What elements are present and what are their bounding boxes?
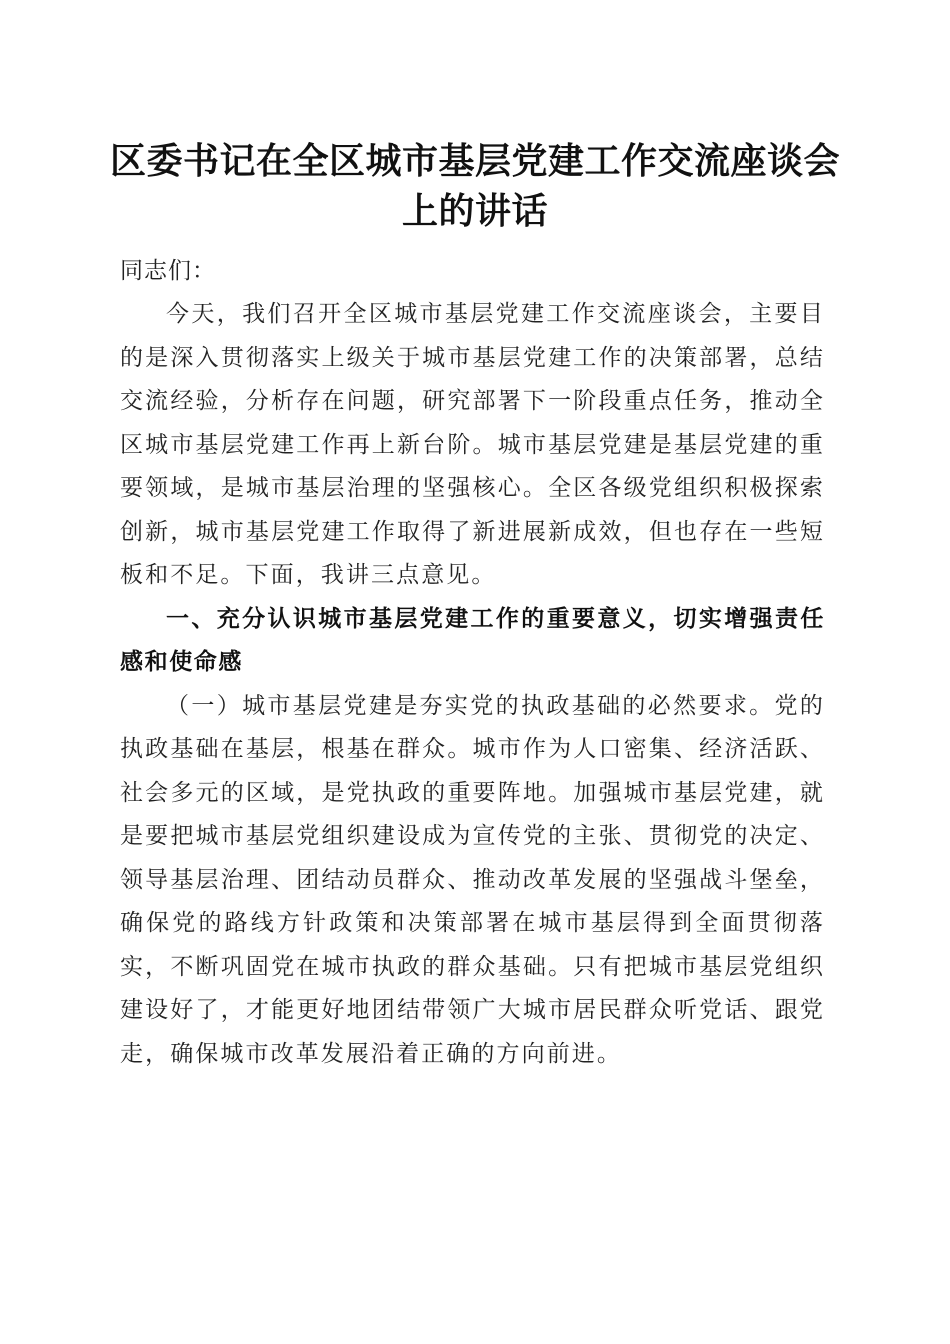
salutation: 同志们： bbox=[120, 258, 216, 284]
intro-paragraph: 今天，我们召开全区城市基层党建工作交流座谈会，主要目的是深入贯彻落实上级关于城市基层党建工作的决策部署，总结交流经验，分析存在问题，研究部署下一阶段重点任务，推动全区城市基层党建工作再上新台阶。城市基层党建是基层党建的重要领域，是城市基层治理的坚强核心。全区各级党组织积极探索创新，城市基层党建工作取得了新进展新成效，但也存在一些短板和不足。下面，我讲三点意见。 bbox=[120, 301, 825, 588]
section-heading-1: 一、充分认识城市基层党建工作的重要意义，切实增强责任感和使命感 bbox=[120, 605, 825, 675]
document-body bbox=[120, 250, 825, 1076]
section-1-paragraph-1: （一）城市基层党建是夯实党的执政基础的必然要求。党的执政基础在基层，根基在群众。城市作为人口密集、经济活跃、社会多元的区域，是党执政的重要阵地。加强城市基层党建，就是要把城市基层党组织建设成为宣传党的主张、贯彻党的决定、领导基层治理、团结动员群众、推动改革发展的坚强战斗堡垒，确保党的路线方针政策和决策部署在城市基层得到全面贯彻落实，不断巩固党在城市执政的群众基础。只有把城市基层党组织建设好了，才能更好地团结带领广大城市居民群众听党话、跟党走，确保城市改革发展沿着正确的方向前进。 bbox=[120, 692, 825, 1067]
document-title: 区委书记在全区城市基层党建工作交流座谈会上的讲话 bbox=[110, 140, 841, 232]
